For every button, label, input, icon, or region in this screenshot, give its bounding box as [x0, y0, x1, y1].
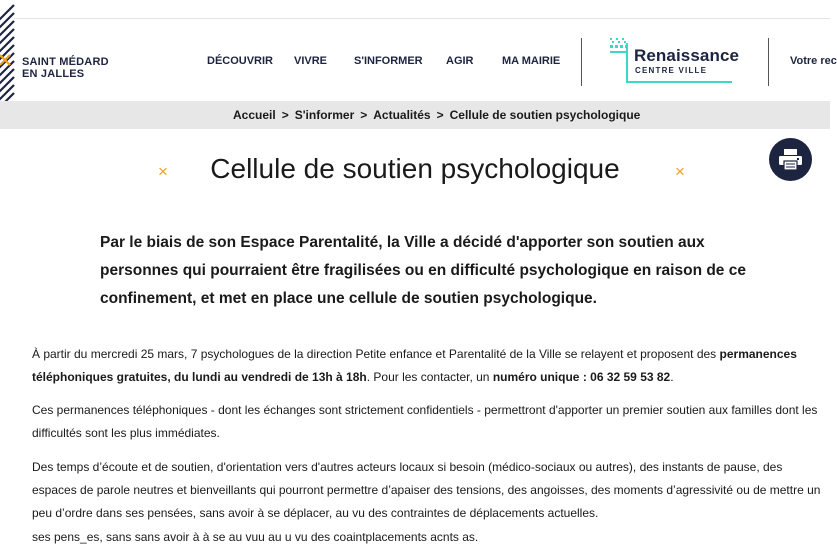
nav-item-vivre[interactable]: VIVRE	[294, 55, 328, 67]
print-button[interactable]	[769, 138, 812, 181]
p1-phone-number: numéro unique : 06 32 59 53 82	[492, 370, 671, 384]
printer-icon	[779, 149, 802, 170]
breadcrumb	[233, 108, 640, 122]
header-top-border	[14, 18, 830, 19]
breadcrumb-current: Cellule de soutien psychologique	[449, 108, 641, 122]
logo-line-1: SAINT MÉDARD	[22, 56, 109, 68]
decor-cross-right-icon: ×	[675, 162, 685, 181]
renaissance-subtitle: CENTRE VILLE	[635, 66, 708, 75]
p1-text-c: . Pour les contacter, un	[366, 370, 493, 384]
nav-item-votre[interactable]: Votre rec	[790, 55, 837, 67]
page-title: Cellule de soutien psychologique	[210, 153, 620, 184]
breadcrumb-bar	[0, 101, 830, 129]
nav-item-agir[interactable]: AGIR	[446, 55, 474, 67]
breadcrumb-separator: >	[360, 108, 368, 122]
renaissance-logo-link[interactable]	[608, 36, 740, 84]
renaissance-title: Renaissance	[634, 46, 740, 65]
nav-item-sinformer[interactable]: S'INFORMER	[354, 55, 423, 67]
p1-text-e: .	[670, 370, 674, 384]
logo-line-2: EN JALLES	[22, 68, 85, 80]
breadcrumb-actualites[interactable]: Actualités	[373, 108, 431, 122]
breadcrumb-home[interactable]: Accueil	[233, 108, 276, 122]
nav-item-ma-mairie[interactable]: MA MAIRIE	[502, 55, 561, 67]
article-paragraph-1	[32, 343, 822, 389]
nav-item-decouvrir[interactable]: DÉCOUVRIR	[207, 55, 274, 67]
nav-divider-right	[768, 38, 769, 86]
breadcrumb-separator: >	[281, 108, 289, 122]
renaissance-emblem-icon	[609, 36, 629, 56]
decor-cross-left-icon: ×	[158, 162, 168, 181]
article-paragraph-2: Ces permanences téléphoniques - dont les échanges sont strictement confidentiels - permettront d'apporter un premier soutien aux familles dont les difficultés sont les plus immédiates.	[32, 403, 818, 440]
breadcrumb-separator: >	[436, 108, 444, 122]
nav-divider-left	[581, 38, 582, 86]
text-rendering-artifact: ses pens_es, sans sans avoir à à se au vuu au u vu des coaintplacements acnts as.	[32, 530, 479, 544]
p1-text-a: À partir du mercredi 25 mars, 7 psychologues de la direction Petite enfance et Parentalité de la Ville se relayent et proposent des	[32, 347, 720, 361]
article-lead: Par le biais de son Espace Parentalité, la Ville a décidé d'apporter son soutien aux personnes qui pourraient être fragilisées ou en difficulté psychologique en raison de ce confinement, et met en place une cellule de soutien psychologique.	[100, 234, 746, 307]
p1-permanences-highlight: permanences téléphoniques gratuites, du lundi au vendredi de 13h à 18h	[32, 347, 797, 384]
breadcrumb-sinformer[interactable]: S'informer	[294, 108, 355, 122]
article-paragraph-3: Des temps d’écoute et de soutien, d'orientation vers d'autres acteurs locaux si besoin (médico-sociaux ou autres), des instants de pause, des espaces de parole neutres et bienveillants qui pourront permettre d’apaiser des tensions, des angoisses, des moments d’agressivité ou de mettre un peu d’ordre dans ses pensées, sans avoir à se déplacer, au vu des contraintes de déplacements actuelles.	[32, 460, 821, 520]
